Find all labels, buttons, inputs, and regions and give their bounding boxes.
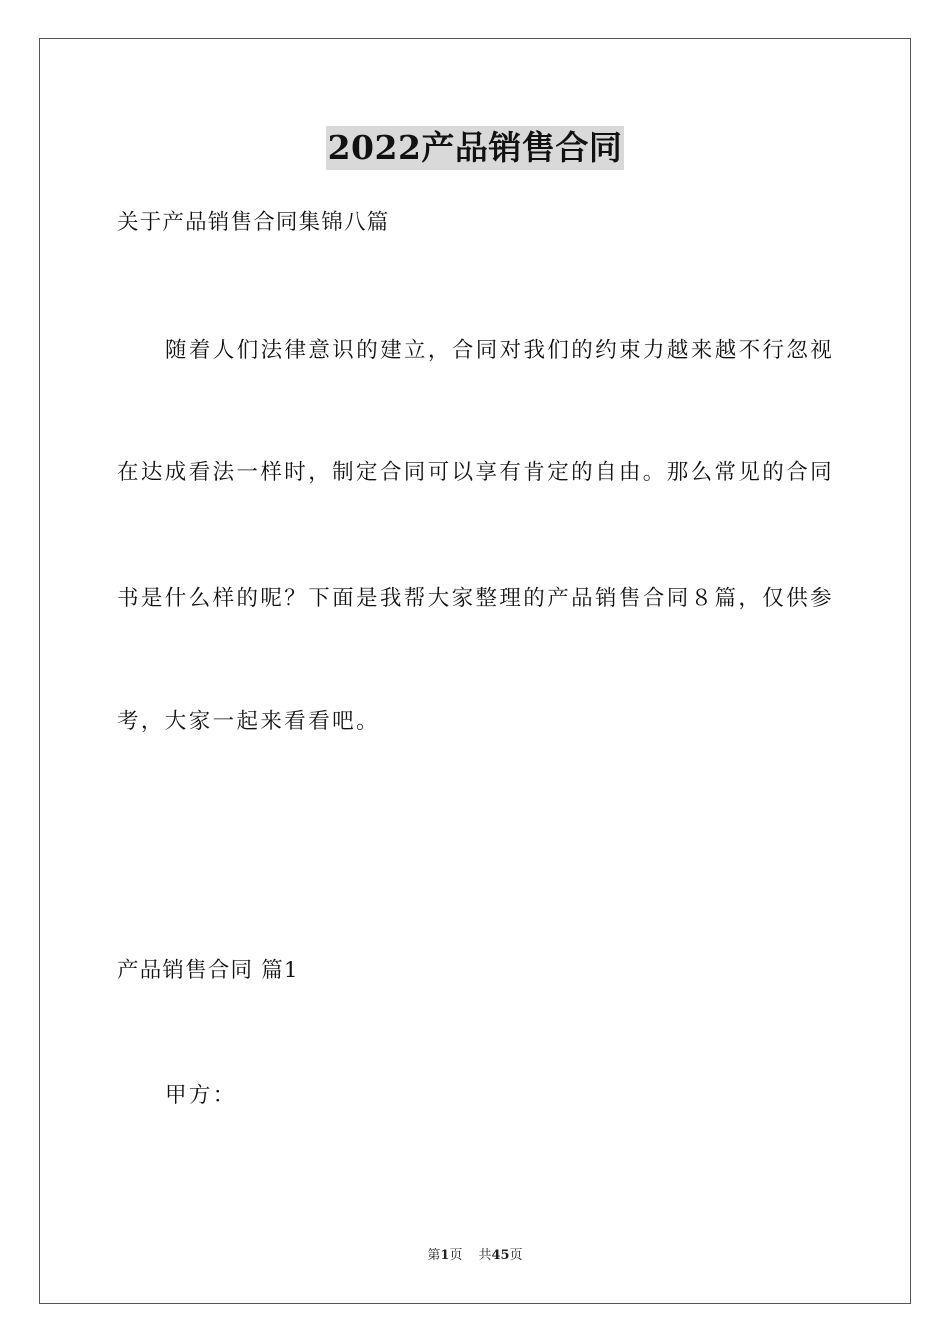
total-prefix: 共 xyxy=(478,1248,492,1263)
paragraph-line-2: 在达成看法一样时，制定合同可以享有肯定的自由。那么常见的合同 xyxy=(117,460,835,485)
paragraph-line-1: 随着人们法律意识的建立，合同对我们的约束力越来越不行忽视 xyxy=(165,338,835,363)
page-prefix: 第 xyxy=(427,1248,441,1263)
page-suffix: 页 xyxy=(449,1248,463,1263)
page-current: 1 xyxy=(440,1248,450,1263)
page-footer xyxy=(0,1246,950,1266)
paragraph-line-4: 考，大家一起来看看吧。 xyxy=(117,709,380,734)
total-suffix: 页 xyxy=(509,1248,523,1263)
title-container xyxy=(0,126,950,170)
section-heading: 产品销售合同 篇1 xyxy=(117,958,299,983)
party-a-label: 甲方： xyxy=(165,1083,237,1108)
paragraph-line-3: 书是什么样的呢？下面是我帮大家整理的产品销售合同８篇，仅供参 xyxy=(117,586,835,611)
document-title: 2022产品销售合同 xyxy=(326,126,625,170)
page-total: 45 xyxy=(491,1248,510,1263)
document-subtitle: 关于产品销售合同集锦八篇 xyxy=(117,210,390,235)
